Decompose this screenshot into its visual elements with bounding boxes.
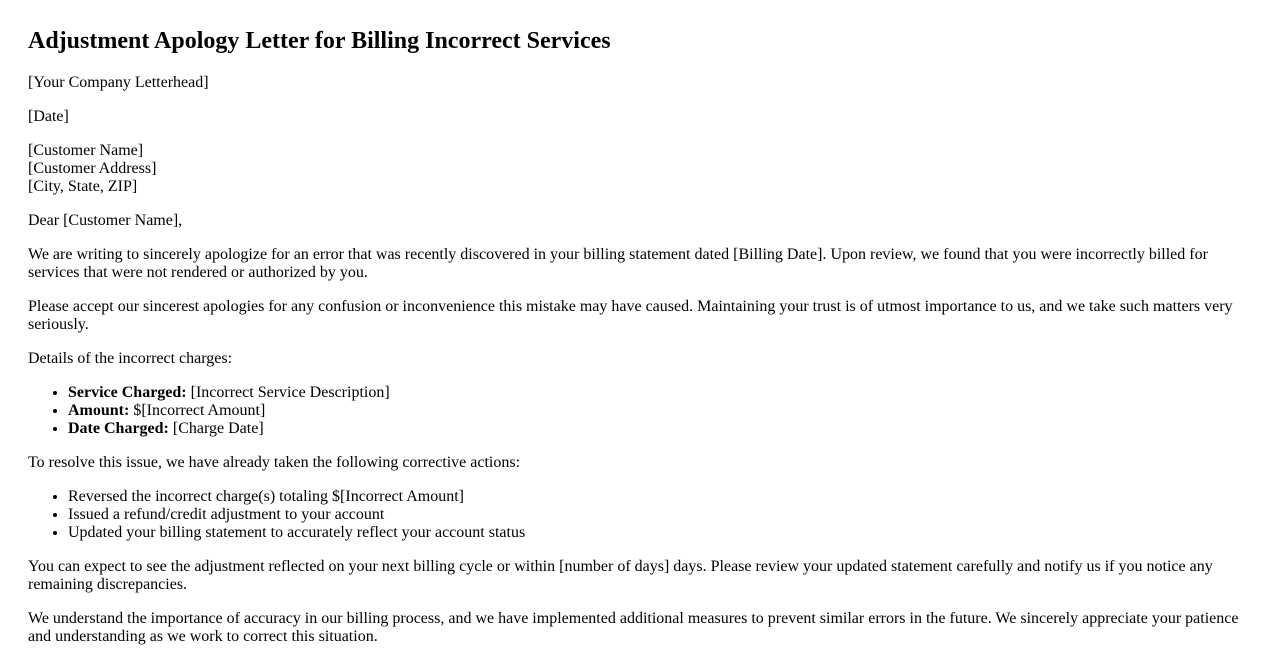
letterhead: [Your Company Letterhead] bbox=[28, 74, 209, 91]
details-item-service bbox=[68, 384, 1250, 402]
details-value: [Incorrect Service Description] bbox=[186, 384, 390, 401]
recipient-city-state-zip: [City, State, ZIP] bbox=[28, 178, 138, 195]
action-item: • Reversed the incorrect charge(s) totaling $[Incorrect Amount] bbox=[68, 488, 1250, 506]
body-paragraph-apology: We are writing to sincerely apologize for an error that was recently discovered in your billing statement dated [Billing Date]. Upon review, we found that you were incorrectly billed for services that were not rendered or authorized by you. bbox=[28, 246, 1208, 281]
closing-paragraph-appreciation: We understand the importance of accuracy in our billing process, and we have implemented additional measures to prevent similar errors in the future. We sincerely appreciate your patience and understanding as we work to correct this situation. bbox=[28, 610, 1239, 645]
letter-date: [Date] bbox=[28, 108, 69, 125]
actions-intro: To resolve this issue, we have already taken the following corrective actions: bbox=[28, 454, 521, 471]
salutation: Dear [Customer Name], bbox=[28, 212, 183, 229]
actions-list bbox=[28, 488, 1250, 542]
details-value: $[Incorrect Amount] bbox=[129, 402, 266, 419]
details-intro: Details of the incorrect charges: bbox=[28, 350, 233, 367]
action-item: • Issued a refund/credit adjustment to your account bbox=[68, 506, 1250, 524]
recipient-block bbox=[28, 142, 1250, 196]
details-label: Date Charged: bbox=[68, 420, 169, 437]
body-paragraph-trust: Please accept our sincerest apologies for any confusion or inconvenience this mistake may have caused. Maintaining your trust is of utmost importance to us, and we take such matters very seriously. bbox=[28, 298, 1233, 333]
closing-paragraph-expectation: You can expect to see the adjustment reflected on your next billing cycle or within [number of days] days. Please review your updated statement carefully and notify us if you notice any remaining discrepancies. bbox=[28, 558, 1213, 593]
action-item: • Updated your billing statement to accurately reflect your account status bbox=[68, 524, 1250, 542]
recipient-address: [Customer Address] bbox=[28, 160, 157, 177]
details-item-date bbox=[68, 420, 1250, 438]
details-list bbox=[28, 384, 1250, 438]
details-label: Service Charged: bbox=[68, 384, 187, 401]
details-item-amount bbox=[68, 402, 1250, 420]
letter-title: Adjustment Apology Letter for Billing Incorrect Services bbox=[28, 28, 611, 54]
details-label: Amount: bbox=[68, 402, 130, 419]
recipient-name: [Customer Name] bbox=[28, 142, 144, 159]
details-value: [Charge Date] bbox=[168, 420, 264, 437]
